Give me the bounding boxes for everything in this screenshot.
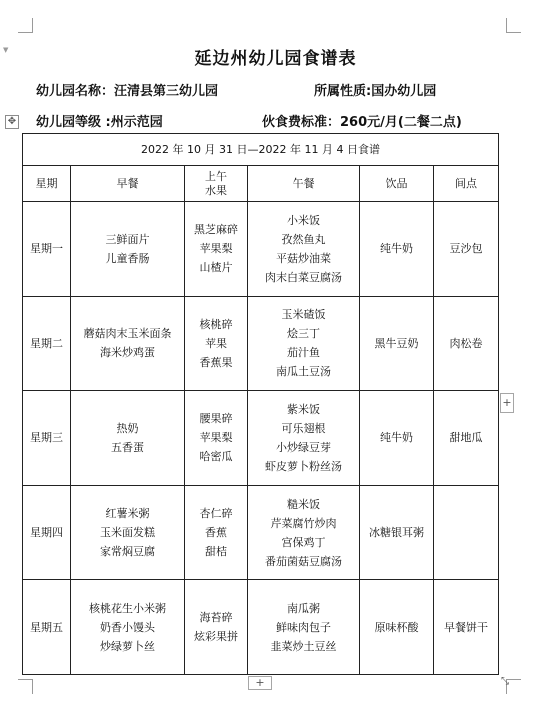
lunch-item: 南瓜粥 xyxy=(287,601,320,615)
page-corner-mark-top-right xyxy=(506,18,521,33)
fruit-item: 山楂片 xyxy=(199,261,233,275)
fruit-item: 香蕉果 xyxy=(199,355,233,369)
header-lunch: 午餐 xyxy=(248,166,360,202)
lunch-item: 孜然鱼丸 xyxy=(281,232,326,246)
fruit-item: 杏仁碎 xyxy=(199,507,233,521)
table-move-handle-icon[interactable]: ✥ xyxy=(5,115,19,129)
cell-day: 星期四 xyxy=(23,485,71,580)
cell-fruit xyxy=(185,296,248,391)
lunch-item: 小米饭 xyxy=(287,213,320,227)
cell-fruit xyxy=(185,391,248,486)
cell-breakfast xyxy=(71,296,185,391)
lunch-item: 宫保鸡丁 xyxy=(281,535,326,549)
breakfast-item: 五香蛋 xyxy=(111,440,144,454)
cell-fruit xyxy=(185,202,248,297)
header-snack: 间点 xyxy=(434,166,499,202)
lunch-item: 玉米碴饭 xyxy=(281,308,326,322)
add-column-button[interactable]: + xyxy=(500,393,514,413)
breakfast-item: 玉米面发糕 xyxy=(100,526,155,540)
lunch-item: 烩三丁 xyxy=(287,327,320,341)
table-resize-handle-icon[interactable]: ⤡ xyxy=(501,676,509,687)
breakfast-item: 热奶 xyxy=(116,421,139,435)
fruit-item: 苹果梨 xyxy=(199,242,233,256)
cell-drink: 纯牛奶 xyxy=(360,202,434,297)
breakfast-item: 海米炒鸡蛋 xyxy=(100,346,155,360)
fruit-item: 苹果 xyxy=(205,336,227,350)
cell-day: 星期三 xyxy=(23,391,71,486)
cell-breakfast xyxy=(71,202,185,297)
cell-snack: 豆沙包 xyxy=(434,202,499,297)
lunch-item: 南瓜土豆汤 xyxy=(276,365,331,379)
cell-lunch xyxy=(248,202,360,297)
cell-drink: 纯牛奶 xyxy=(360,391,434,486)
table-row xyxy=(23,391,499,486)
cell-snack: 甜地瓜 xyxy=(434,391,499,486)
fruit-item: 甜桔 xyxy=(205,545,227,559)
fruit-item: 哈密瓜 xyxy=(199,450,233,464)
breakfast-item: 三鲜面片 xyxy=(105,232,150,246)
header-day: 星期 xyxy=(23,166,71,202)
table-row xyxy=(23,580,499,675)
lunch-item: 虾皮萝卜粉丝汤 xyxy=(265,459,342,473)
document-title: 延边州幼儿园食谱表 xyxy=(194,49,357,69)
kindergarten-type: 所属性质:国办幼儿园 xyxy=(314,84,437,99)
cell-breakfast xyxy=(71,580,185,675)
table-row xyxy=(23,296,499,391)
cell-day: 星期一 xyxy=(23,202,71,297)
kindergarten-grade: 幼儿园等级 :州示范园 xyxy=(36,115,163,130)
menu-table xyxy=(22,133,499,675)
fruit-item: 炫彩果拼 xyxy=(194,630,238,644)
cell-lunch xyxy=(248,296,360,391)
lunch-item: 芹菜腐竹炒肉 xyxy=(270,516,337,530)
menu-date-range: 2022 年 10 月 31 日—2022 年 11 月 4 日食谱 xyxy=(23,134,499,166)
lunch-item: 肉末白菜豆腐汤 xyxy=(265,270,342,284)
fruit-item: 海苔碎 xyxy=(199,611,233,625)
fruit-item: 核桃碎 xyxy=(199,317,233,331)
cell-snack xyxy=(434,485,499,580)
header-fruit xyxy=(185,166,248,202)
lunch-item: 可乐翅根 xyxy=(281,421,326,435)
header-breakfast: 早餐 xyxy=(71,166,185,202)
breakfast-item: 蘑菇肉末玉米面条 xyxy=(83,327,172,341)
cell-fruit xyxy=(185,485,248,580)
cell-snack: 早餐饼干 xyxy=(434,580,499,675)
kindergarten-name: 幼儿园名称：汪清县第三幼儿园 xyxy=(36,84,219,99)
breakfast-item: 奶香小馒头 xyxy=(100,620,155,634)
page-corner-mark-top-left xyxy=(18,18,33,33)
lunch-item: 韭菜炒土豆丝 xyxy=(270,639,337,653)
lunch-item: 紫米饭 xyxy=(287,402,320,416)
cell-snack: 肉松卷 xyxy=(434,296,499,391)
page-corner-mark-bottom-left xyxy=(18,679,33,694)
fruit-item: 香蕉 xyxy=(205,526,227,540)
table-row xyxy=(23,485,499,580)
add-row-button[interactable]: + xyxy=(248,676,272,690)
cell-lunch xyxy=(248,580,360,675)
lunch-item: 番茄菌菇豆腐汤 xyxy=(265,554,342,568)
header-drink: 饮品 xyxy=(360,166,434,202)
cell-day: 星期五 xyxy=(23,580,71,675)
lunch-item: 小炒绿豆芽 xyxy=(276,440,331,454)
cell-breakfast xyxy=(71,485,185,580)
breakfast-item: 红薯米粥 xyxy=(105,507,150,521)
cell-breakfast xyxy=(71,391,185,486)
cell-fruit xyxy=(185,580,248,675)
header-fruit-line1: 上午 xyxy=(205,169,227,183)
paragraph-marker-icon: ▼ xyxy=(3,46,9,54)
breakfast-item: 家常焖豆腐 xyxy=(100,545,155,559)
cell-drink: 黑牛豆奶 xyxy=(360,296,434,391)
cell-drink: 冰糖银耳粥 xyxy=(360,485,434,580)
cell-drink: 原味杯酸 xyxy=(360,580,434,675)
header-fruit-line2: 水果 xyxy=(205,183,227,197)
meal-fee-standard: 伙食费标准：260元/月(二餐二点) xyxy=(262,115,462,130)
lunch-item: 鲜味肉包子 xyxy=(276,620,331,634)
cell-lunch xyxy=(248,391,360,486)
lunch-item: 茄汁鱼 xyxy=(287,346,320,360)
breakfast-item: 儿童香肠 xyxy=(105,251,150,265)
lunch-item: 糙米饭 xyxy=(287,497,320,511)
cell-lunch xyxy=(248,485,360,580)
fruit-item: 苹果梨 xyxy=(199,431,233,445)
table-row xyxy=(23,202,499,297)
lunch-item: 平菇炒油菜 xyxy=(276,251,331,265)
fruit-item: 腰果碎 xyxy=(199,412,233,426)
breakfast-item: 核桃花生小米粥 xyxy=(89,601,166,615)
fruit-item: 黑芝麻碎 xyxy=(194,223,238,237)
cell-day: 星期二 xyxy=(23,296,71,391)
breakfast-item: 炒绿萝卜丝 xyxy=(100,639,155,653)
